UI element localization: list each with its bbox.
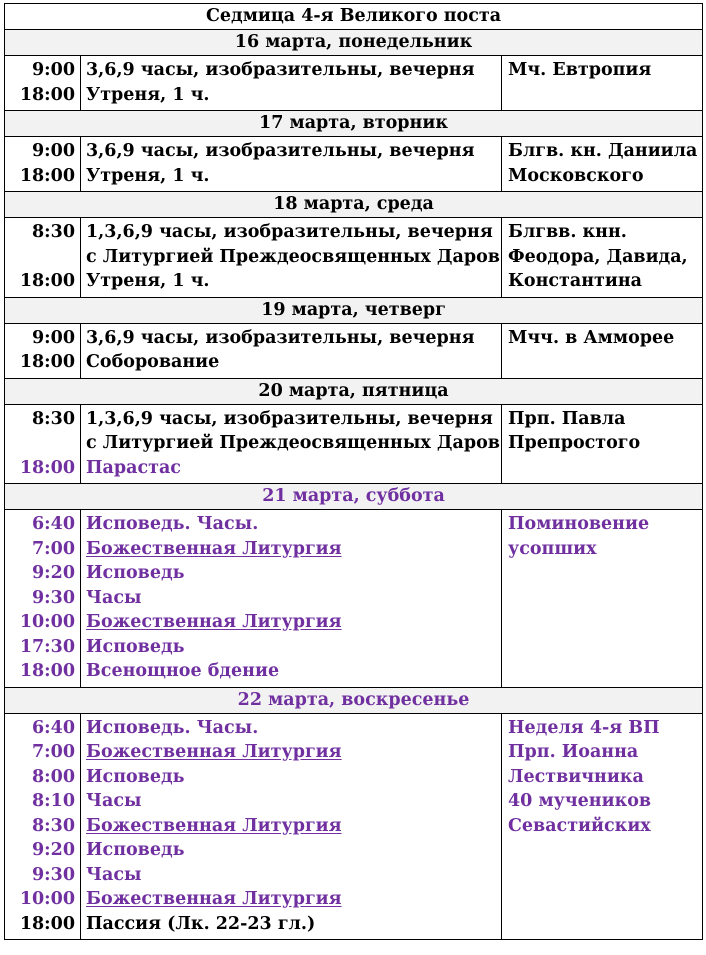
schedule-sheet <box>4 3 702 940</box>
day-schedule-row <box>5 404 703 484</box>
service-liturgy-link[interactable]: Божественная Литургия <box>86 612 342 632</box>
time: 18:00 <box>19 84 75 105</box>
service-liturgy-link[interactable]: Божественная Литургия <box>86 742 342 762</box>
day-header: 16 марта, понедельник <box>5 30 703 56</box>
saint-line: Неделя 4-я ВП <box>508 717 660 738</box>
time: 18:00 <box>19 271 75 291</box>
time: 18:00 <box>19 352 75 372</box>
saint-line: усопших <box>508 538 597 559</box>
time: 18:00 <box>19 661 75 681</box>
service: Исповедь <box>86 563 185 583</box>
saint-line: Московского <box>508 165 644 186</box>
saint-line: Мч. Евтропия <box>508 60 652 80</box>
time: 9:00 <box>32 60 75 80</box>
time: 7:00 <box>32 538 75 559</box>
saint-line: Феодора, Давида, <box>508 246 688 267</box>
time-cell <box>5 713 81 940</box>
saint-line: Поминовение <box>508 514 650 534</box>
day-header-row <box>5 30 703 56</box>
saint-cell <box>502 713 703 940</box>
day-header-row <box>5 687 703 713</box>
day-header: 19 марта, четверг <box>5 297 703 323</box>
time: 9:30 <box>32 864 75 885</box>
time: 8:10 <box>32 791 75 811</box>
service-cell <box>81 404 502 484</box>
saint-cell <box>502 137 703 192</box>
week-title-row <box>5 4 703 30</box>
day-schedule-row <box>5 510 703 688</box>
time-spacer <box>7 245 75 270</box>
time: 9:00 <box>32 141 75 161</box>
saint-line: Прп. Иоанна <box>508 742 639 762</box>
service: Исповедь. Часы. <box>86 717 259 738</box>
day-schedule-row <box>5 323 703 378</box>
time: 8:30 <box>32 815 75 836</box>
day-header-row <box>5 378 703 404</box>
time-spacer <box>7 431 75 456</box>
service-cell <box>81 510 502 688</box>
service: Исповедь <box>86 840 185 860</box>
day-header-row <box>5 297 703 323</box>
saint-cell <box>502 510 703 688</box>
service: 3,6,9 часы, изобразительны, вечерня <box>86 60 475 80</box>
service: с Литургией Преждеосвященных Даров <box>86 433 500 453</box>
saint-cell <box>502 218 703 298</box>
time: 18:00 <box>19 457 75 478</box>
time: 17:30 <box>19 636 75 657</box>
time: 9:30 <box>32 587 75 608</box>
day-header: 17 марта, вторник <box>5 111 703 137</box>
time-cell <box>5 510 81 688</box>
day-schedule-row <box>5 137 703 192</box>
service: Всенощное бдение <box>86 661 280 681</box>
service: 3,6,9 часы, изобразительны, вечерня <box>86 327 475 348</box>
service-cell <box>81 713 502 940</box>
saint-cell <box>502 56 703 111</box>
service: Часы <box>86 864 142 885</box>
service-cell <box>81 56 502 111</box>
service: 1,3,6,9 часы, изобразительны, вечерня <box>86 222 493 242</box>
day-header: 20 марта, пятница <box>5 378 703 404</box>
service: Утреня, 1 ч. <box>86 165 210 186</box>
day-header-row <box>5 192 703 218</box>
time: 6:40 <box>32 514 75 534</box>
saint-line: Лествичника <box>508 766 644 787</box>
day-header: 18 марта, среда <box>5 192 703 218</box>
time: 10:00 <box>19 889 75 909</box>
service: Исповедь. Часы. <box>86 514 259 534</box>
service: Соборование <box>86 352 220 372</box>
service: Утреня, 1 ч. <box>86 271 210 291</box>
time: 18:00 <box>19 165 75 186</box>
service-liturgy-link[interactable]: Божественная Литургия <box>86 538 342 559</box>
service-liturgy-link[interactable]: Божественная Литургия <box>86 889 342 909</box>
service-cell <box>81 218 502 298</box>
saint-line: Константина <box>508 271 643 291</box>
day-schedule-row <box>5 713 703 940</box>
service: Исповедь <box>86 766 185 787</box>
service: Исповедь <box>86 636 185 657</box>
time-cell <box>5 323 81 378</box>
saint-line: 40 мучеников <box>508 791 652 811</box>
service-cell <box>81 323 502 378</box>
time: 10:00 <box>19 612 75 632</box>
saint-line: Блгв. кн. Даниила <box>508 141 698 161</box>
time: 6:40 <box>32 717 75 738</box>
time: 9:00 <box>32 327 75 348</box>
day-schedule-row <box>5 218 703 298</box>
week-title: Седмица 4-я Великого поста <box>5 4 703 30</box>
time-cell <box>5 56 81 111</box>
service: Часы <box>86 791 142 811</box>
day-header-row <box>5 484 703 510</box>
time: 7:00 <box>32 742 75 762</box>
time: 8:30 <box>32 408 75 429</box>
service: Пассия (Лк. 22-23 гл.) <box>86 913 316 934</box>
time-cell <box>5 218 81 298</box>
saint-cell <box>502 404 703 484</box>
service: с Литургией Преждеосвященных Даров <box>86 246 500 267</box>
saint-line: Мчч. в Амморее <box>508 327 675 348</box>
service: 1,3,6,9 часы, изобразительны, вечерня <box>86 408 493 429</box>
time: 9:20 <box>32 840 75 860</box>
day-header: 21 марта, суббота <box>5 484 703 510</box>
service: Часы <box>86 587 142 608</box>
time-cell <box>5 404 81 484</box>
saint-line: Блгвв. кнн. <box>508 222 627 242</box>
saint-line: Севастийских <box>508 815 651 836</box>
day-header-row <box>5 111 703 137</box>
time: 8:30 <box>32 222 75 242</box>
service: Утреня, 1 ч. <box>86 84 210 105</box>
day-schedule-row <box>5 56 703 111</box>
time: 9:20 <box>32 563 75 583</box>
saint-cell <box>502 323 703 378</box>
service-cell <box>81 137 502 192</box>
time-cell <box>5 137 81 192</box>
time: 8:00 <box>32 766 75 787</box>
saint-line: Препростого <box>508 433 641 453</box>
saint-line: Прп. Павла <box>508 408 626 429</box>
service: 3,6,9 часы, изобразительны, вечерня <box>86 141 475 161</box>
service: Парастас <box>86 457 181 478</box>
day-header: 22 марта, воскресенье <box>5 687 703 713</box>
time: 18:00 <box>19 913 75 934</box>
schedule-table <box>4 3 703 940</box>
service-liturgy-link[interactable]: Божественная Литургия <box>86 815 342 836</box>
